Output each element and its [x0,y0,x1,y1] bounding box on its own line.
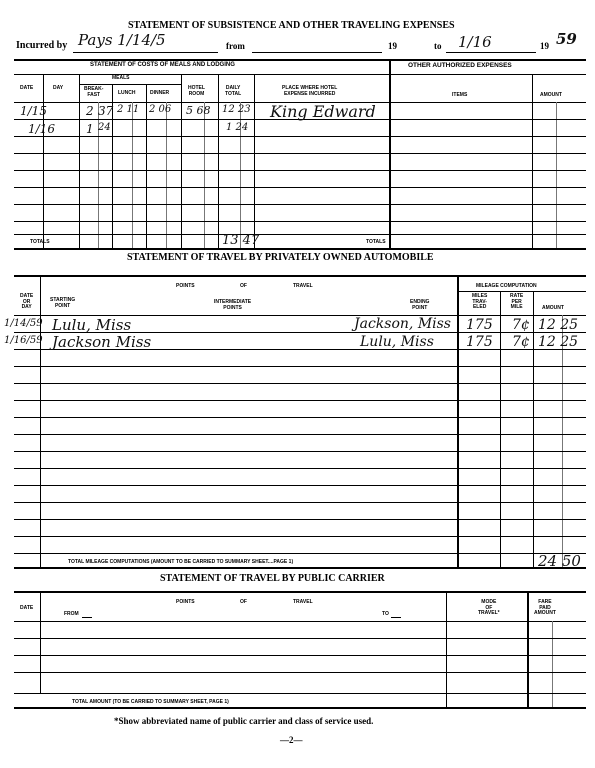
auto-col-miles: MILES TRAV- ELED [472,293,488,310]
row-line [14,221,586,222]
auto-row1-end: Jackson, Miss [354,316,451,332]
carrier-points-label: POINTS [176,599,195,605]
sec2-sub-line [458,291,586,292]
row2-day: 1 [86,122,94,136]
meals-group-label: MEALS [112,75,130,81]
sec2-bottom-border [14,567,586,569]
auto-row1-date: 1/14/59 [4,318,43,329]
col-line [527,591,529,707]
incurred-by-label: Incurred by [16,40,68,51]
auto-row2-date: 1/16/59 [4,335,43,346]
cents-line [166,102,167,248]
row2-daily: 1 24 [226,122,249,133]
incurred-by-underline [73,52,218,53]
cents-line [132,102,133,248]
sec3-top-border [14,591,586,593]
row-line [14,400,586,401]
carrier-total-label: TOTAL AMOUNT (TO BE CARRIED TO SUMMARY SHEET, PAGE 1) [72,699,229,705]
row1-lunch: 2 11 [117,104,140,115]
row2-date: 1/16 [28,122,55,136]
sec1-bottom-border [14,248,586,250]
row-line [14,485,586,486]
auto-row1-miles: 175 [466,317,493,333]
auto-points-label: POINTS [176,283,195,289]
col-lunch: LUNCH [118,90,136,96]
other-header: OTHER AUTHORIZED EXPENSES [408,62,512,69]
row-line [14,468,586,469]
auto-title: STATEMENT OF TRAVEL BY PRIVATELY OWNED AUTOMOBILE [127,252,434,263]
sec2-top-border [14,275,586,277]
sec3-bottom-border [14,707,586,709]
row-line [14,553,586,554]
auto-col-intermediate: INTERMEDIATE POINTS [214,299,252,311]
row-line [14,519,586,520]
incurred-by-value: Pays 1/14/5 [78,31,166,49]
auto-col-ending: ENDING POINT [410,299,430,311]
row-line [14,451,586,452]
carrier-date-label: DATE [20,605,34,611]
auto-row2-rate: 7¢ [512,334,530,350]
carrier-title: STATEMENT OF TRAVEL BY PUBLIC CARRIER [160,573,385,584]
row1-dinner: 2 06 [149,104,172,115]
col-line [40,591,41,693]
row-line [14,366,586,367]
row1-place: King Edward [270,102,376,121]
auto-total-value: 24 50 [538,552,581,570]
meals-header: STATEMENT OF COSTS OF MEALS AND LODGING [90,62,235,68]
to-dash [391,617,401,618]
auto-col-rate: RATE PER MILE [510,293,524,310]
row-line [14,536,586,537]
row-line [14,638,586,639]
mileage-header: MILEAGE COMPUTATION [476,283,537,289]
row-line [14,136,586,137]
auto-row2-amount: 12 25 [538,334,579,350]
col-day: DAY [53,85,64,91]
col-items: ITEMS [452,92,468,98]
page-number: —2— [280,735,303,745]
carrier-from-label: FROM [64,611,79,617]
cents-line [552,621,553,707]
cents-line [556,102,557,248]
totals-label: TOTALS [30,239,50,245]
row-line [14,153,586,154]
row-line [14,187,586,188]
row1-breakfast: 37 [98,104,114,118]
from-underline [252,52,382,53]
col-dinner: DINNER [150,90,170,96]
year-prefix-2: 19 [540,41,549,51]
col-amount: AMOUNT [540,92,562,98]
sec1-top-border [14,59,586,61]
col-date: DATE [20,85,34,91]
carrier-travel-label: TRAVEL [293,599,313,605]
auto-row1-amount: 12 25 [538,317,579,333]
row1-daily: 12 23 [222,104,251,115]
carrier-mode-label: MODE OF TRAVEL* [478,599,500,616]
col-daily-total: DAILY TOTAL [225,85,242,97]
to-value: 1/16 [458,33,492,51]
totals-value: 13 47 [222,233,260,248]
from-label: from [226,41,245,51]
row1-day: 2 [86,104,94,118]
row-line [14,170,586,171]
col-line [146,84,147,248]
carrier-fare-label: FARE PAID AMOUNT [534,599,556,616]
row-line [14,672,586,673]
to-underline [446,52,536,53]
auto-row2-start: Jackson Miss [52,333,152,351]
auto-col-starting: STARTING POINT [50,297,76,309]
subsistence-title: STATEMENT OF SUBSISTENCE AND OTHER TRAVELING EXPENSES [128,20,455,31]
year-prefix-1: 19 [388,41,397,51]
cents-line [562,315,563,567]
row1-date: 1/15 [20,104,47,118]
auto-col-amount: AMOUNT [542,305,564,311]
to-label: to [434,41,442,51]
auto-col-date: DATE OR DAY [20,293,34,310]
row1-hotel: 5 68 [186,104,211,117]
row-line [14,204,586,205]
auto-row2-miles: 175 [466,334,493,350]
auto-row1-rate: 7¢ [512,317,530,333]
auto-of-label: OF [240,283,247,289]
year-value: 59 [556,30,577,48]
row-line [14,693,586,694]
totals-label-right: TOTALS [366,239,386,245]
carrier-to-label: TO [382,611,389,617]
row-line [14,434,586,435]
sec3-colhead-line [14,621,586,622]
cents-line [204,102,205,248]
meals-group-line [79,84,181,85]
row-line [14,417,586,418]
col-place: PLACE WHERE HOTEL EXPENSE INCURRED [282,85,338,97]
row-line [14,234,586,235]
col-line [446,591,447,707]
auto-row2-end: Lulu, Miss [360,334,434,350]
sec1-header-line [14,74,586,75]
from-dash [82,617,92,618]
carrier-of-label: OF [240,599,247,605]
col-breakfast: BREAK- FAST [84,86,104,98]
row-line [14,655,586,656]
auto-row1-start: Lulu, Miss [52,316,132,334]
col-line [457,275,459,567]
footnote: *Show abbreviated name of public carrier and class of service used. [114,716,374,726]
row-line [14,502,586,503]
row2-breakfast: 24 [98,122,111,133]
col-hotel-room: HOTEL ROOM [188,85,205,97]
row-line [14,383,586,384]
auto-total-label: TOTAL MILEAGE COMPUTATIONS (AMOUNT TO BE CARRIED TO SUMMARY SHEET....PAGE 1) [68,559,294,565]
auto-travel-label: TRAVEL [293,283,313,289]
